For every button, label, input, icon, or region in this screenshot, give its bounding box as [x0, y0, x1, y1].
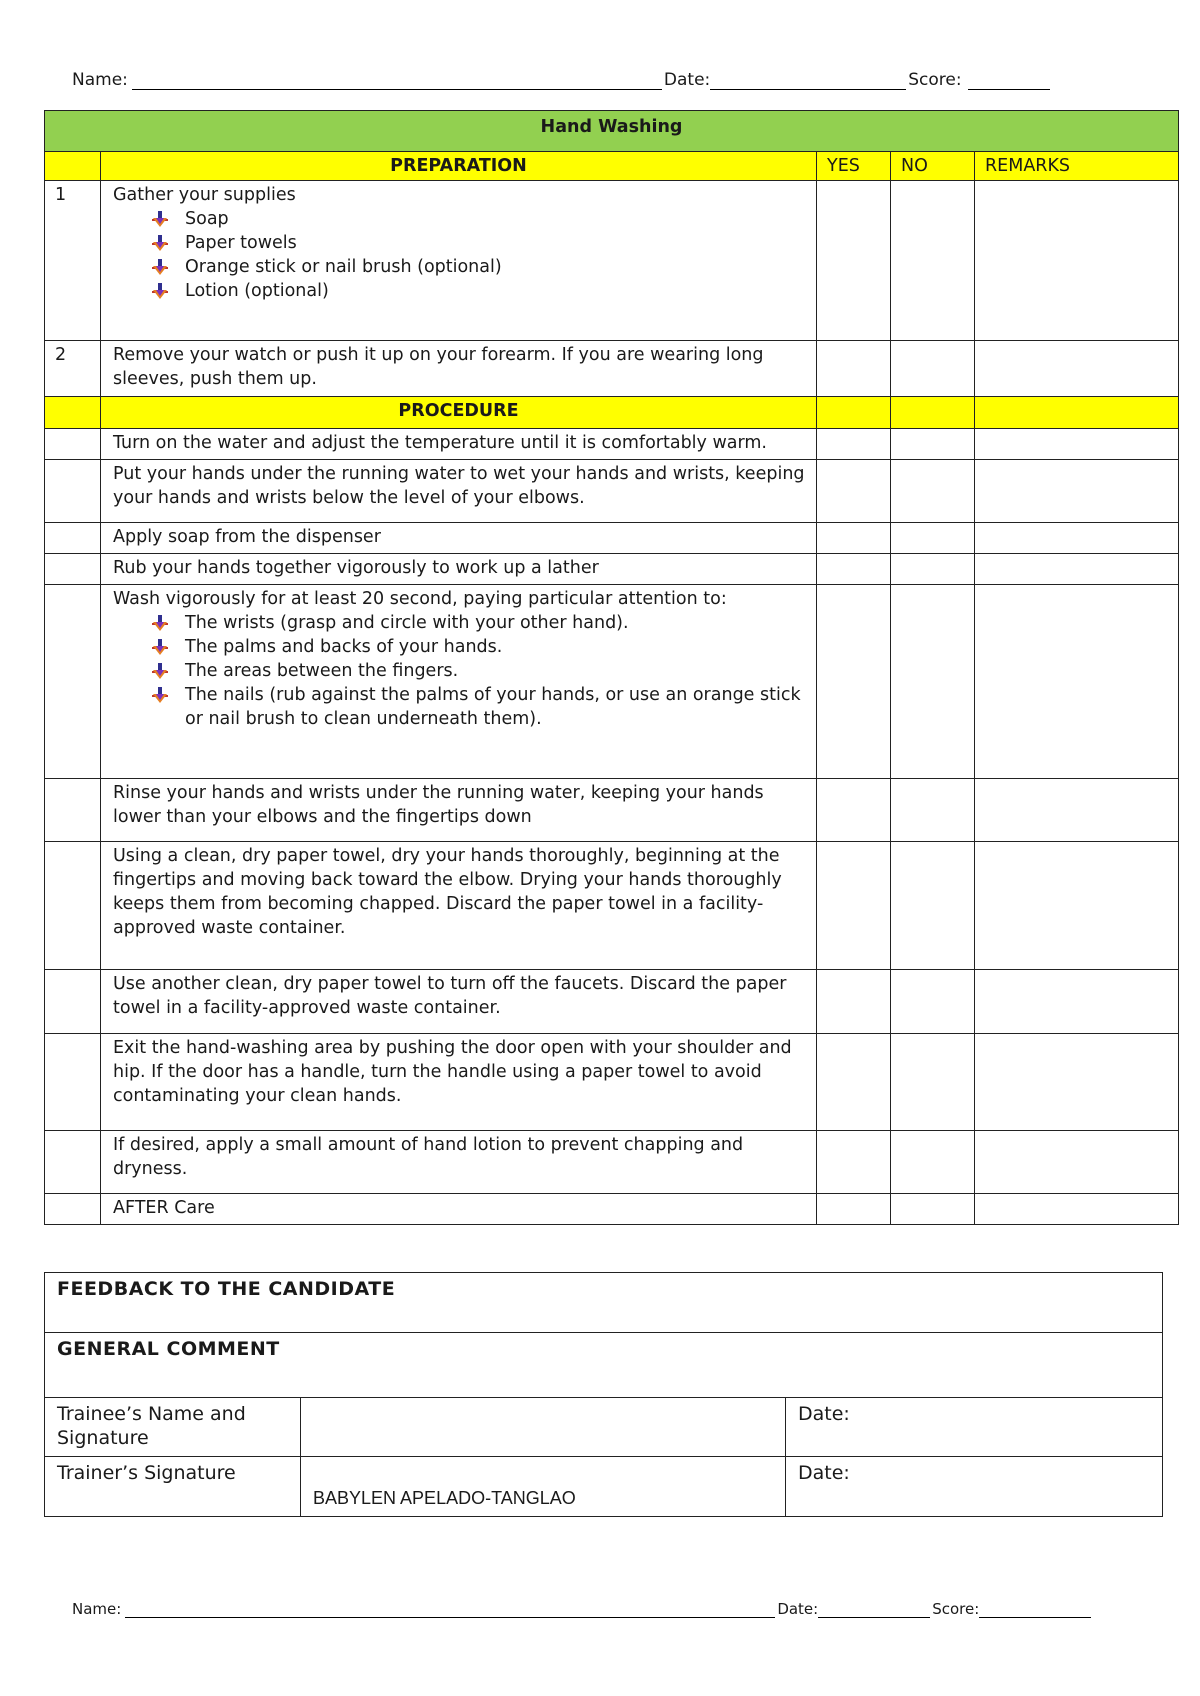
- trainee-label: Trainee’s Name and Signature: [45, 1398, 301, 1457]
- list-item: The areas between the fingers.: [151, 659, 806, 683]
- table-row: [45, 181, 1179, 341]
- table-row: [45, 341, 1179, 397]
- step-number: 1: [45, 181, 101, 341]
- yes-cell[interactable]: [817, 1131, 891, 1194]
- yes-cell[interactable]: [817, 181, 891, 341]
- table-row: [45, 842, 1179, 970]
- footer-date-label: Date:: [777, 1600, 819, 1618]
- yes-cell[interactable]: [817, 554, 891, 585]
- yes-cell[interactable]: [817, 1194, 891, 1225]
- arrow-down-bullet-icon: [151, 234, 169, 252]
- step-text: [101, 585, 817, 779]
- step-text: Remove your watch or push it up on your forearm. If you are wearing long sleeves, push them up.: [101, 341, 817, 397]
- remarks-cell[interactable]: [975, 970, 1179, 1034]
- trainee-date-field[interactable]: Date:: [786, 1398, 1163, 1457]
- yes-cell[interactable]: [817, 842, 891, 970]
- remarks-cell[interactable]: [975, 429, 1179, 460]
- step-text-main: Wash vigorously for at least 20 second, paying particular attention to:: [113, 589, 727, 609]
- feedback-table: [44, 1272, 1163, 1517]
- arrow-down-bullet-icon: [151, 686, 169, 704]
- step-number: [45, 585, 101, 779]
- step-text: AFTER Care: [101, 1194, 817, 1225]
- no-cell[interactable]: [891, 585, 975, 779]
- supply-list: [113, 207, 806, 303]
- step-number: [45, 523, 101, 554]
- step-text: Rub your hands together vigorously to work up a lather: [101, 554, 817, 585]
- arrow-down-bullet-icon: [151, 258, 169, 276]
- remarks-cell[interactable]: [975, 1034, 1179, 1131]
- wash-focus-list: [113, 611, 806, 731]
- header-score-label: Score:: [908, 70, 962, 90]
- remarks-cell[interactable]: [975, 341, 1179, 397]
- remarks-cell[interactable]: [975, 523, 1179, 554]
- arrow-down-bullet-icon: [151, 210, 169, 228]
- section-num-cell: [45, 397, 101, 429]
- table-row: [45, 523, 1179, 554]
- header-score-field[interactable]: [968, 71, 1050, 90]
- list-item: The nails (rub against the palms of your hands, or use an orange stick or nail brush to clean underneath them).: [151, 683, 806, 731]
- no-cell[interactable]: [891, 429, 975, 460]
- no-cell[interactable]: [891, 460, 975, 523]
- step-text: Exit the hand-washing area by pushing the door open with your shoulder and hip. If the door has a handle, turn the handle using a paper towel to avoid contaminating your clean hands.: [101, 1034, 817, 1131]
- no-cell[interactable]: [891, 1194, 975, 1225]
- remarks-cell[interactable]: [975, 842, 1179, 970]
- step-text: [101, 181, 817, 341]
- no-cell[interactable]: [891, 970, 975, 1034]
- header-date-label: Date:: [663, 70, 711, 90]
- no-cell[interactable]: [891, 842, 975, 970]
- step-number: 2: [45, 341, 101, 397]
- header-name-label: Name:: [72, 70, 128, 90]
- list-item: The wrists (grasp and circle with your other hand).: [151, 611, 806, 635]
- table-title: Hand Washing: [45, 111, 1179, 152]
- footer-name-field[interactable]: [125, 1601, 775, 1618]
- header-date-field[interactable]: [710, 71, 906, 90]
- procedure-heading: PROCEDURE: [101, 397, 817, 429]
- header-fields: [72, 70, 1102, 90]
- feedback-heading[interactable]: FEEDBACK TO THE CANDIDATE: [45, 1273, 1163, 1333]
- remarks-cell[interactable]: [975, 1131, 1179, 1194]
- table-row: [45, 1034, 1179, 1131]
- no-cell[interactable]: [891, 554, 975, 585]
- footer-fields: [72, 1600, 1102, 1618]
- trainer-date-field[interactable]: Date:: [786, 1457, 1163, 1517]
- no-cell[interactable]: [891, 181, 975, 341]
- yes-cell[interactable]: [817, 341, 891, 397]
- step-text: Rinse your hands and wrists under the running water, keeping your hands lower than your elbows and the fingertips down: [101, 779, 817, 842]
- step-text: Using a clean, dry paper towel, dry your hands thoroughly, beginning at the fingertips and moving back toward the elbow. Drying your hands thoroughly keeps them from becoming chapped. Discard the paper towel in a facility-approved waste container.: [101, 842, 817, 970]
- no-cell[interactable]: [891, 523, 975, 554]
- no-cell[interactable]: [891, 1131, 975, 1194]
- step-text: Put your hands under the running water to wet your hands and wrists, keeping your hands and wrists below the level of your elbows.: [101, 460, 817, 523]
- section-cell-no: [891, 397, 975, 429]
- no-column-header: NO: [891, 152, 975, 181]
- yes-cell[interactable]: [817, 523, 891, 554]
- header-name-field[interactable]: [132, 71, 662, 90]
- yes-cell[interactable]: [817, 585, 891, 779]
- checklist-table: [44, 110, 1179, 1225]
- step-number: [45, 1194, 101, 1225]
- trainee-signature-field[interactable]: [301, 1398, 786, 1457]
- general-comment-heading[interactable]: GENERAL COMMENT: [45, 1333, 1163, 1398]
- arrow-down-bullet-icon: [151, 614, 169, 632]
- step-text: Turn on the water and adjust the temperature until it is comfortably warm.: [101, 429, 817, 460]
- table-row: [45, 554, 1179, 585]
- remarks-cell[interactable]: [975, 779, 1179, 842]
- table-row: [45, 429, 1179, 460]
- table-row: [45, 1194, 1179, 1225]
- step-number: [45, 1034, 101, 1131]
- step-number: [45, 842, 101, 970]
- remarks-cell[interactable]: [975, 1194, 1179, 1225]
- list-item: Paper towels: [151, 231, 806, 255]
- footer-date-field[interactable]: [818, 1601, 930, 1618]
- step-number: [45, 429, 101, 460]
- yes-cell[interactable]: [817, 429, 891, 460]
- no-cell[interactable]: [891, 341, 975, 397]
- footer-score-field[interactable]: [979, 1601, 1091, 1618]
- step-text: Apply soap from the dispenser: [101, 523, 817, 554]
- remarks-cell[interactable]: [975, 460, 1179, 523]
- step-number: [45, 554, 101, 585]
- arrow-down-bullet-icon: [151, 282, 169, 300]
- section-cell-yes: [817, 397, 891, 429]
- footer-name-label: Name:: [72, 1600, 122, 1618]
- list-item: Lotion (optional): [151, 279, 806, 303]
- table-row: [45, 970, 1179, 1034]
- list-item: Soap: [151, 207, 806, 231]
- trainer-signature-field[interactable]: [301, 1457, 786, 1517]
- table-row: [45, 1131, 1179, 1194]
- table-row: [45, 460, 1179, 523]
- yes-cell[interactable]: [817, 970, 891, 1034]
- table-row: [45, 585, 1179, 779]
- trainer-name: BABYLEN APELADO-TANGLAO: [313, 1488, 576, 1508]
- remarks-cell[interactable]: [975, 585, 1179, 779]
- step-number: [45, 779, 101, 842]
- step-number: [45, 1131, 101, 1194]
- yes-cell[interactable]: [817, 779, 891, 842]
- yes-column-header: YES: [817, 152, 891, 181]
- section-cell-remarks: [975, 397, 1179, 429]
- list-item: Orange stick or nail brush (optional): [151, 255, 806, 279]
- step-text: Use another clean, dry paper towel to turn off the faucets. Discard the paper towel in a facility-approved waste container.: [101, 970, 817, 1034]
- remarks-column-header: REMARKS: [975, 152, 1179, 181]
- list-item: The palms and backs of your hands.: [151, 635, 806, 659]
- section-num-cell: [45, 152, 101, 181]
- arrow-down-bullet-icon: [151, 662, 169, 680]
- no-cell[interactable]: [891, 1034, 975, 1131]
- remarks-cell[interactable]: [975, 181, 1179, 341]
- step-text: If desired, apply a small amount of hand lotion to prevent chapping and dryness.: [101, 1131, 817, 1194]
- yes-cell[interactable]: [817, 1034, 891, 1131]
- step-number: [45, 460, 101, 523]
- step-number: [45, 970, 101, 1034]
- table-row: [45, 779, 1179, 842]
- footer-score-label: Score:: [932, 1600, 980, 1618]
- no-cell[interactable]: [891, 779, 975, 842]
- step-text-main: Gather your supplies: [113, 185, 296, 205]
- arrow-down-bullet-icon: [151, 638, 169, 656]
- yes-cell[interactable]: [817, 460, 891, 523]
- trainer-label: Trainer’s Signature: [45, 1457, 301, 1517]
- preparation-heading: PREPARATION: [101, 152, 817, 181]
- remarks-cell[interactable]: [975, 554, 1179, 585]
